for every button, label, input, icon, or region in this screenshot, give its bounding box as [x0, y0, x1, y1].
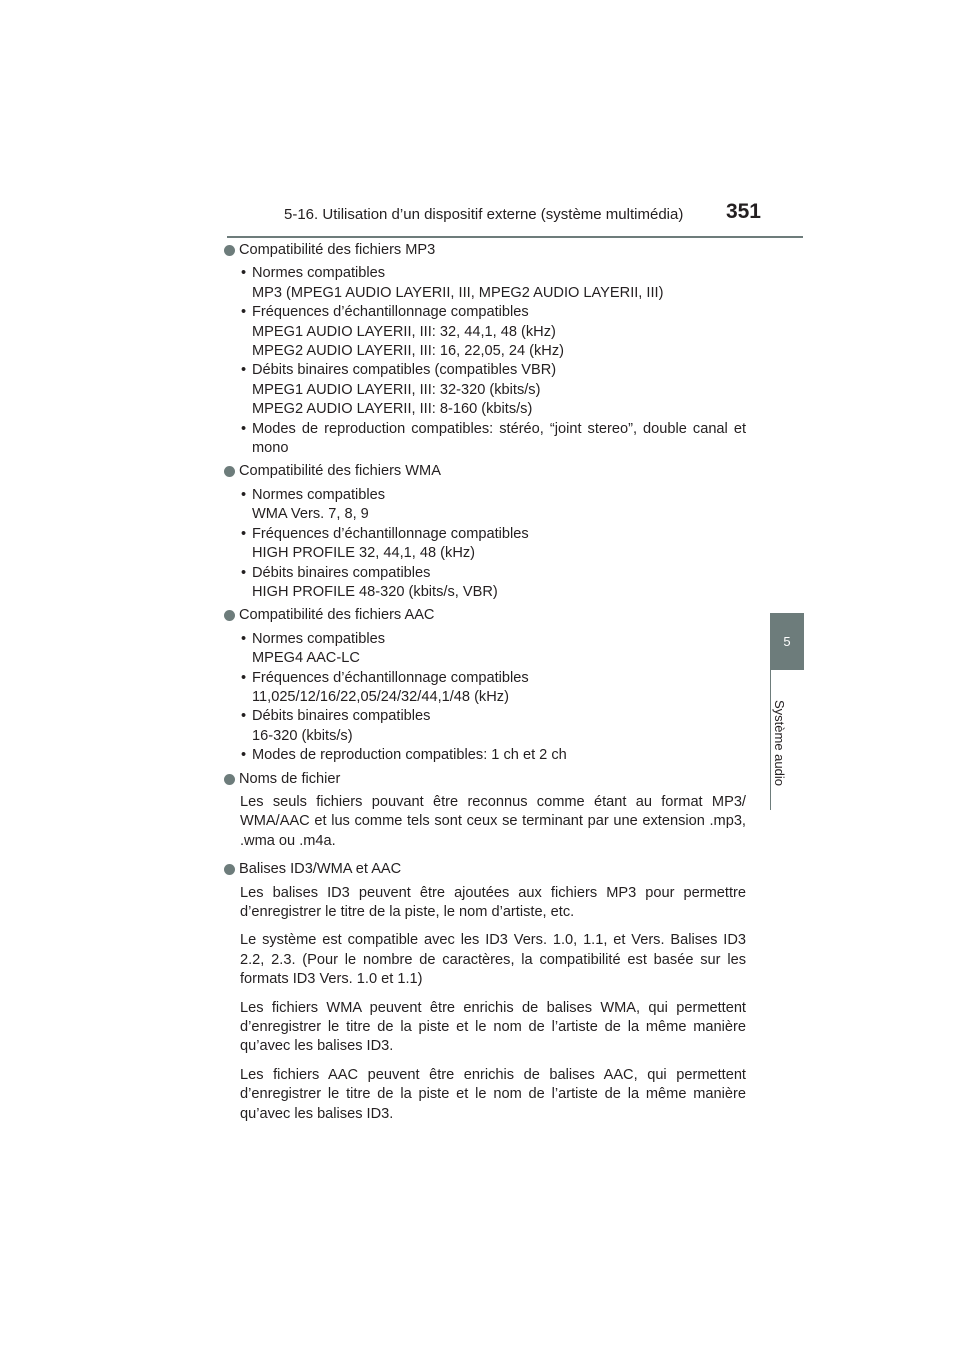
spec-label: Modes de reproduction compatibles: 1 ch et 2 ch [252, 747, 567, 764]
spec-label: Débits binaires compatibles (compatibles VBR) [252, 362, 557, 379]
spec-label: Normes compatibles [252, 486, 386, 503]
section-title: 5-16. Utilisation d’un dispositif externe (système multimédia) [284, 206, 684, 223]
spec-list [224, 486, 746, 602]
chapter-tab [770, 613, 804, 670]
spec-value: MP3 (MPEG1 AUDIO LAYERII, III, MPEG2 AUDIO LAYERII, III) [252, 284, 664, 301]
body-paragraph: Les seuls fichiers pouvant être reconnus comme étant au format MP3/ WMA/AAC et lus comme tels sont ceux se terminant par une extension .mp3, .wma ou .m4a. [240, 793, 746, 849]
list-bullet-icon: • [241, 747, 247, 764]
spec-list-item [241, 303, 746, 361]
spec-label: Débits binaires compatibles [252, 708, 431, 725]
body-paragraph: Les fichiers AAC peuvent être enrichis de balises AAC, qui permettent d’enregistrer le titre de la piste et le nom de l’artiste de la même manière qu’avec les balises ID3. [240, 1066, 746, 1122]
spec-value: MPEG1 AUDIO LAYERII, III: 32-320 (kbits/s) [252, 381, 541, 398]
spec-label: Débits binaires compatibles [252, 564, 431, 581]
bullet-circle-icon [224, 245, 235, 256]
spec-list-item [241, 707, 746, 746]
spec-list-item [241, 420, 746, 459]
spec-value: MPEG2 AUDIO LAYERII, III: 16, 22,05, 24 (kHz) [252, 343, 564, 360]
list-bullet-icon: • [241, 525, 247, 542]
spec-value: MPEG2 AUDIO LAYERII, III: 8-160 (kbits/s) [252, 401, 533, 418]
content-section [224, 770, 746, 852]
list-bullet-icon: • [241, 669, 247, 686]
content-section [224, 860, 746, 1124]
spec-list-item [241, 630, 746, 669]
spec-label: Fréquences d’échantillonnage compatibles [252, 525, 529, 542]
chapter-label: Système audio [772, 700, 787, 786]
spec-list-item [241, 525, 746, 564]
section-heading-text: Compatibilité des fichiers MP3 [239, 242, 436, 258]
section-heading [224, 241, 746, 260]
page-content [224, 241, 746, 1133]
list-bullet-icon: • [241, 420, 247, 437]
spec-list-item [241, 669, 746, 708]
spec-list-item [241, 486, 746, 525]
page-header [227, 200, 803, 238]
list-bullet-icon: • [241, 708, 247, 725]
list-bullet-icon: • [241, 304, 247, 321]
spec-value: 16-320 (kbits/s) [252, 727, 353, 744]
spec-label: Fréquences d’échantillonnage compatibles [252, 304, 529, 321]
spec-list [224, 264, 746, 458]
content-section [224, 241, 746, 458]
section-heading-text: Balises ID3/WMA et AAC [239, 861, 402, 878]
body-paragraph: Les balises ID3 peuvent être ajoutées aux fichiers MP3 pour permettre d’enregistrer le titre de la piste, le nom d’artiste, etc. [240, 884, 746, 920]
spec-value: WMA Vers. 7, 8, 9 [252, 506, 369, 523]
chapter-number: 5 [783, 634, 791, 649]
bullet-circle-icon [224, 610, 235, 621]
spec-label: Fréquences d’échantillonnage compatibles [252, 669, 529, 686]
spec-value: HIGH PROFILE 48-320 (kbits/s, VBR) [252, 583, 498, 600]
spec-list-item [241, 564, 746, 603]
section-heading [224, 860, 746, 879]
section-heading-text: Noms de fichier [239, 770, 341, 787]
section-heading-text: Compatibilité des fichiers AAC [239, 607, 435, 624]
list-bullet-icon: • [241, 362, 247, 379]
section-heading-text: Compatibilité des fichiers WMA [239, 463, 441, 480]
spec-list [224, 630, 746, 766]
section-heading [224, 462, 746, 481]
section-heading [224, 606, 746, 625]
spec-label: Normes compatibles [252, 630, 386, 647]
spec-label: Modes de reproduction compatibles: stéréo, “joint stereo”, double canal et mono [252, 420, 746, 457]
spec-list-item [241, 746, 746, 765]
bullet-circle-icon [224, 774, 235, 785]
bullet-circle-icon [224, 864, 235, 875]
spec-value: HIGH PROFILE 32, 44,1, 48 (kHz) [252, 545, 476, 562]
spec-value: MPEG4 AAC-LC [252, 650, 360, 667]
spec-list-item [241, 361, 746, 419]
spec-label: Normes compatibles [252, 265, 386, 282]
page-number: 351 [725, 200, 761, 223]
spec-value: MPEG1 AUDIO LAYERII, III: 32, 44,1, 48 (kHz) [252, 323, 556, 340]
content-section [224, 606, 746, 765]
list-bullet-icon: • [241, 265, 247, 282]
section-heading [224, 770, 746, 789]
spec-list-item [241, 264, 746, 303]
content-section [224, 462, 746, 602]
spec-value: 11,025/12/16/22,05/24/32/44,1/48 (kHz) [252, 688, 509, 705]
body-paragraph: Le système est compatible avec les ID3 Vers. 1.0, 1.1, et Vers. Balises ID3 2.2, 2.3. (Pour le nombre de caractères, la compatibilité est basée sur les formats ID3 Vers. 1.0 et 1.1) [240, 932, 746, 988]
bullet-circle-icon [224, 466, 235, 477]
list-bullet-icon: • [241, 564, 247, 581]
body-paragraph: Les fichiers WMA peuvent être enrichis de balises WMA, qui permettent d’enregistrer le titre de la piste et le nom de l’artiste de la même manière qu’avec les balises ID3. [240, 999, 746, 1055]
list-bullet-icon: • [241, 630, 247, 647]
list-bullet-icon: • [241, 486, 247, 503]
